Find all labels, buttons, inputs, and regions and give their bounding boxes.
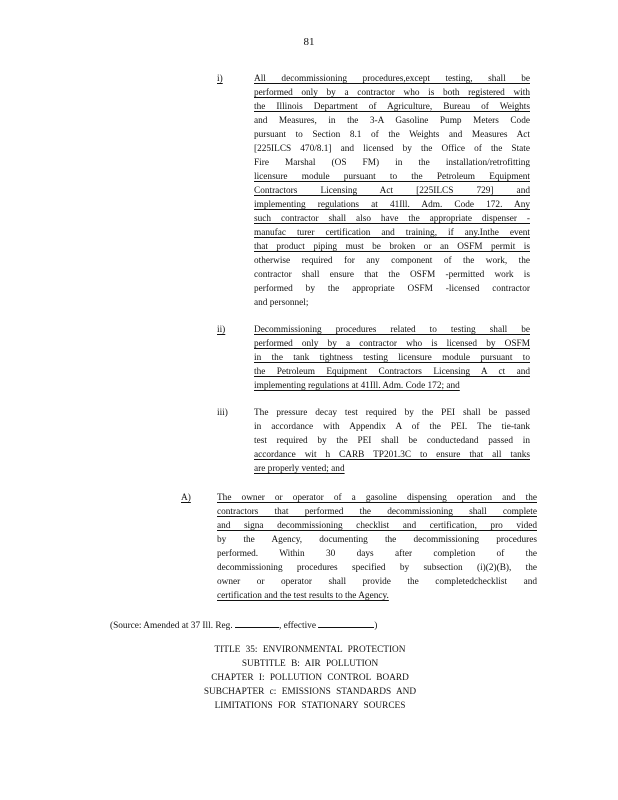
item-i-line: otherwise required for any component of the work, the [254,256,530,266]
item-i-line: manufac turer certification and training, if any.Inthe event [254,228,530,238]
item-i-line: performed by the appropriate OSFM -licensed contractor [254,284,530,294]
item-ii-line: performed only by a contractor who is licensed by OSFM [254,339,530,349]
title-block [150,643,470,713]
item-iii-label: iii) [217,408,228,418]
item-i-line: performed only by a contractor who is both registered with [254,88,530,98]
item-i-line: pursuant to Section 8.1 of the Weights and Measures Act [254,130,530,140]
item-a-line: by the Agency, documenting the decommissioning procedures [217,535,537,545]
item-i-line: All decommissioning procedures,except testing, shall be [254,74,530,84]
item-ii-line: in the tank tightness testing licensure module pursuant to [254,353,530,363]
item-a-line: contractors that performed the decommissioning shall complete [217,507,537,517]
item-a-text [217,491,537,603]
item-i-line: such contractor shall also have the appropriate dispenser - [254,214,530,224]
item-i-line: Contractors Licensing Act [225ILCS 729] and [254,186,530,196]
page-number: 81 [303,36,315,48]
effective-date-blank [318,618,374,628]
item-ii-line: Decommissioning procedures related to testing shall be [254,325,530,335]
item-i-line: implementing regulations at 41Ill. Adm. Code 172. Any [254,200,530,210]
subtitle-line: SUBTITLE B: AIR POLLUTION [241,659,379,669]
item-a-line: and signa decommissioning checklist and certification, pro vided [217,521,537,531]
item-ii-text [254,323,530,393]
item-a-line: The owner or operator of a gasoline dispensing operation and the [217,493,537,503]
item-iii-line: test required by the PEI shall be conductedand passed in [254,436,530,446]
subchapter-line-cont: LIMITATIONS FOR STATIONARY SOURCES [214,701,406,711]
item-iii-text [254,406,530,476]
item-a-line: decommissioning procedures specified by subsection (i)(2)(B), the [217,563,537,573]
item-iii-line: The pressure decay test required by the PEI shall be passed [254,408,530,418]
item-i-line: the Illinois Department of Agriculture, Bureau of Weights [254,102,530,112]
register-blank [235,618,279,628]
item-a-line: certification and the test results to the Agency. [217,591,389,601]
item-iii-line: in accordance with Appendix A of the PEI. The tie-tank [254,422,530,432]
item-i-line: contractor shall ensure that the OSFM -permitted work is [254,270,530,280]
item-ii-line: implementing regulations at 41Ill. Adm. Code 172; and [254,381,460,391]
source-middle: , effective [278,621,316,631]
item-a-line: performed. Within 30 days after completion of the [217,549,537,559]
title-line: TITLE 35: ENVIRONMENTAL PROTECTION [214,645,406,655]
item-i-line: Fire Marshal (OS FM) in the installation/retrofitting [254,158,530,168]
item-ii-label: ii) [217,325,226,335]
chapter-line: CHAPTER I: POLLUTION CONTROL BOARD [211,673,409,683]
source-note [110,618,440,633]
source-suffix: ) [374,621,378,631]
item-a-label: A) [181,493,191,503]
item-i-label: i) [217,74,223,84]
item-i-text [254,72,530,310]
item-i-line: licensure module pursuant to the Petroleum Equipment [254,172,530,182]
item-iii-line: are properly vented; and [254,464,345,474]
item-i-line: and Measures, in the 3-A Gasoline Pump Meters Code [254,116,530,126]
source-prefix: (Source: Amended at 37 Ill. Reg. [110,621,233,631]
subchapter-line: SUBCHAPTER c: EMISSIONS STANDARDS AND [203,687,417,697]
item-i-line: [225ILCS 470/8.1] and licensed by the Office of the State [254,144,530,154]
item-i-line: and personnel; [254,298,309,308]
item-iii-line: accordance wit h CARB TP201.3C to ensure that all tanks [254,450,530,460]
item-a-line: owner or operator shall provide the completedchecklist and [217,577,537,587]
item-i-line: that product piping must be broken or an OSFM permit is [254,242,530,252]
item-ii-line: the Petroleum Equipment Contractors Licensing A ct and [254,367,530,377]
